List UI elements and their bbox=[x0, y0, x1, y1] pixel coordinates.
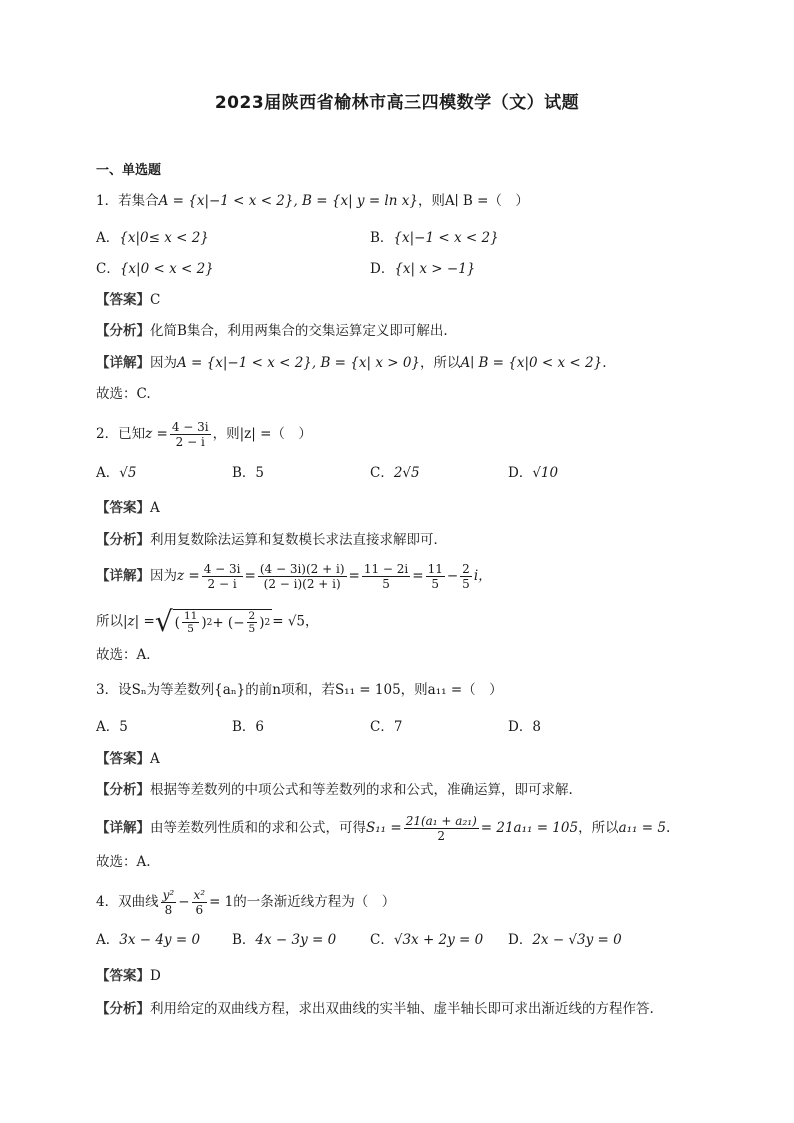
q1-option-b bbox=[370, 228, 499, 248]
choose-label: 故选： bbox=[96, 647, 137, 663]
frac-numerator: 11 − 2i bbox=[363, 562, 409, 576]
answer-value: A bbox=[150, 500, 160, 516]
q3-detail bbox=[96, 814, 670, 843]
q2-analysis bbox=[96, 530, 447, 550]
q1-answer bbox=[96, 290, 160, 310]
frac-denominator: 2 − i bbox=[207, 577, 237, 591]
detail-fraction bbox=[460, 562, 472, 591]
q3-option-b bbox=[232, 717, 264, 737]
detail-math: |z| = bbox=[123, 613, 155, 630]
q4-option-b bbox=[232, 930, 336, 950]
answer-tag: 【答案】 bbox=[96, 292, 150, 308]
q1-option-c bbox=[96, 259, 214, 279]
q4-fraction-x bbox=[192, 888, 208, 917]
detail-fraction bbox=[426, 562, 445, 591]
q2-detail-line2 bbox=[96, 605, 319, 638]
option-text: 8 bbox=[532, 719, 541, 735]
page-title: 2023届陕西省榆林市高三四模数学（文）试题 bbox=[214, 93, 580, 113]
radical-sign: √ bbox=[154, 605, 173, 638]
answer-tag: 【答案】 bbox=[96, 500, 150, 516]
option-text: 2√5 bbox=[393, 465, 420, 481]
frac-denominator: 5 bbox=[462, 577, 470, 591]
q4-stem-prefix: 4．双曲线 bbox=[96, 894, 159, 910]
option-key: B． bbox=[232, 932, 256, 948]
analysis-text: 根据等差数列的中项公式和等差数列的求和公式，准确运算，即可求解. bbox=[150, 782, 573, 798]
option-key: A． bbox=[96, 932, 120, 948]
detail-tag: 【详解】 bbox=[96, 568, 150, 584]
q2-stem-prefix: 2．已知 bbox=[96, 426, 146, 442]
option-key: A． bbox=[96, 230, 120, 246]
frac-numerator: 2 bbox=[248, 610, 256, 622]
q3-choose bbox=[96, 852, 151, 872]
detail-tag: 【详解】 bbox=[96, 820, 150, 836]
option-key: A． bbox=[96, 719, 120, 735]
radicand: ( $\frac{11}{5}$ ) 2 + (− $\frac{2}{5}$ ) 2 bbox=[174, 610, 271, 635]
frac-denominator: 2 bbox=[437, 829, 446, 843]
frac-denominator: 5 bbox=[187, 623, 194, 635]
analysis-tag: 【分析】 bbox=[96, 323, 150, 339]
option-text: 5 bbox=[119, 719, 128, 735]
choose-value: C. bbox=[136, 386, 151, 402]
option-text: 2x − √3y = 0 bbox=[532, 932, 622, 948]
section-label: 一、单选题 bbox=[96, 163, 162, 178]
q2-option-c bbox=[370, 463, 420, 483]
option-text: 4x − 3y = 0 bbox=[255, 932, 337, 948]
analysis-tag: 【分析】 bbox=[96, 1001, 150, 1017]
sqrt-expression bbox=[154, 605, 272, 638]
q4-fraction-y bbox=[161, 888, 177, 917]
detail-text: 因为 bbox=[150, 568, 177, 584]
option-text: √3x + 2y = 0 bbox=[393, 932, 484, 948]
analysis-text: 利用给定的双曲线方程，求出双曲线的实半轴、虚半轴长即可求出渐近线的方程作答. bbox=[150, 1001, 654, 1017]
frac-denominator: 5 bbox=[431, 577, 440, 591]
option-key: D． bbox=[508, 465, 533, 481]
detail-fraction bbox=[247, 610, 258, 635]
detail-math: a₁₁ = 5 bbox=[618, 820, 666, 836]
frac-numerator: 21(a₁ + a₂₁) bbox=[405, 814, 477, 828]
option-key: C． bbox=[370, 465, 394, 481]
detail-text: . bbox=[665, 820, 671, 836]
q2-option-a bbox=[96, 463, 136, 483]
option-key: B． bbox=[232, 465, 256, 481]
detail-math: A∣ B = {x|0 < x < 2} bbox=[460, 355, 603, 371]
q4-option-c bbox=[370, 930, 483, 950]
frac-denominator: 5 bbox=[382, 577, 390, 591]
answer-value: A bbox=[150, 751, 160, 767]
question-1-stem bbox=[96, 191, 529, 211]
q3-option-a bbox=[96, 717, 128, 737]
frac-denominator: 6 bbox=[195, 903, 204, 917]
q2-detail: 【详解】因为z = $\frac{4 - 3i}{2 - i}$ = $\frac{(4 - 3i)(2 + i)}{(2 - i)(2 + i)}$ = $\frac{11 - 2i}{5}$ = $\frac{11}{5}$ − $\frac{2}{5}$ i， bbox=[96, 562, 492, 591]
analysis-tag: 【分析】 bbox=[96, 532, 150, 548]
analysis-tag: 【分析】 bbox=[96, 782, 150, 798]
option-text: 3x − 4y = 0 bbox=[119, 932, 201, 948]
option-text: 5 bbox=[255, 465, 265, 481]
q2-stem-suffix: ，则|z| =（ ） bbox=[212, 426, 312, 442]
q2-stem-fraction bbox=[170, 420, 211, 449]
detail-tag: 【详解】 bbox=[96, 355, 150, 371]
detail-math: z = bbox=[177, 568, 200, 584]
q2-choose bbox=[96, 645, 160, 665]
q4-stem-suffix: = 1的一条渐近线方程为（ ） bbox=[209, 894, 396, 910]
frac-numerator: 11 bbox=[183, 610, 198, 622]
option-key: D． bbox=[370, 261, 395, 277]
q1-stem-prefix: 1．若集合 bbox=[96, 193, 159, 209]
choose-value: A． bbox=[136, 647, 160, 663]
choose-label: 故选： bbox=[96, 854, 137, 870]
option-key: C． bbox=[96, 261, 120, 277]
option-text: 7 bbox=[393, 719, 403, 735]
q2-stem-math: z = bbox=[145, 426, 168, 442]
q4-answer bbox=[96, 966, 161, 986]
answer-value: D bbox=[150, 968, 161, 984]
q2-option-b bbox=[232, 463, 264, 483]
frac-numerator: y² bbox=[162, 888, 175, 902]
q3-stem: 3．设Sₙ为等差数列{aₙ}的前n项和，若S₁₁ = 105，则a₁₁ =（ ） bbox=[96, 682, 503, 698]
detail-text: . bbox=[602, 355, 607, 371]
detail-math: A = {x|−1 < x < 2}, B = {x| x > 0} bbox=[177, 355, 420, 371]
q1-stem-math: A = {x|−1 < x < 2}, B = {x| y = ln x} bbox=[158, 193, 418, 209]
option-text: {x|0≤ x < 2} bbox=[119, 230, 209, 246]
option-text: √10 bbox=[532, 465, 559, 481]
q1-detail bbox=[96, 353, 607, 373]
detail-text: ，所以 bbox=[578, 820, 619, 836]
detail-text: 因为 bbox=[150, 355, 177, 371]
q3-option-c bbox=[370, 717, 402, 737]
q1-option-a bbox=[96, 228, 209, 248]
q3-option-d bbox=[508, 717, 541, 737]
analysis-text: 利用复数除法运算和复数模长求法直接求解即可． bbox=[150, 532, 447, 548]
detail-fraction bbox=[362, 562, 410, 591]
detail-text: 由等差数列性质和的求和公式，可得 bbox=[150, 820, 366, 836]
question-4-stem: 4．双曲线 $\frac{\text{y²}}{8}$ − $\frac{\text{x²}}{6}$ = 1的一条渐近线方程为（ ） bbox=[96, 888, 396, 917]
frac-denominator: 2 − i bbox=[175, 435, 205, 449]
option-text: {x| x > −1} bbox=[394, 261, 476, 277]
frac-denominator: (2 − i)(2 + i) bbox=[263, 577, 341, 591]
option-key: C． bbox=[370, 719, 394, 735]
q1-option-d bbox=[370, 259, 475, 279]
q4-analysis bbox=[96, 999, 654, 1019]
option-text: {x|−1 < x < 2} bbox=[393, 230, 499, 246]
detail-math: = 21a₁₁ = 105 bbox=[480, 820, 579, 836]
answer-tag: 【答案】 bbox=[96, 751, 150, 767]
q3-answer bbox=[96, 749, 160, 769]
q1-choose bbox=[96, 384, 151, 404]
option-key: B． bbox=[370, 230, 394, 246]
frac-numerator: 4 − 3i bbox=[171, 420, 209, 434]
q2-answer bbox=[96, 498, 160, 518]
option-key: D． bbox=[508, 719, 533, 735]
detail-fraction bbox=[202, 562, 243, 591]
frac-denominator: 8 bbox=[164, 903, 173, 917]
section-heading bbox=[96, 160, 161, 181]
frac-numerator: 4 − 3i bbox=[203, 562, 241, 576]
choose-value: A. bbox=[136, 854, 151, 870]
frac-numerator: 11 bbox=[427, 562, 443, 576]
q4-option-a bbox=[96, 930, 200, 950]
detail-fraction bbox=[258, 562, 347, 591]
option-key: B． bbox=[232, 719, 256, 735]
detail-fraction bbox=[404, 814, 479, 843]
option-key: C． bbox=[370, 932, 394, 948]
question-3-stem bbox=[96, 680, 503, 700]
detail-text: = √5， bbox=[272, 613, 319, 630]
q4-option-d bbox=[508, 930, 622, 950]
analysis-text: 化简B集合，利用两集合的交集运算定义即可解出. bbox=[150, 323, 448, 339]
detail-text: 所以 bbox=[96, 613, 123, 630]
option-key: A． bbox=[96, 465, 120, 481]
q1-analysis bbox=[96, 321, 448, 341]
answer-tag: 【答案】 bbox=[96, 968, 150, 984]
q3-analysis bbox=[96, 780, 573, 800]
detail-math: S₁₁ = bbox=[366, 820, 402, 836]
answer-value: C bbox=[150, 292, 161, 308]
choose-label: 故选： bbox=[96, 386, 137, 402]
option-key: D． bbox=[508, 932, 533, 948]
detail-fraction bbox=[182, 610, 199, 635]
option-text: 6 bbox=[255, 719, 265, 735]
q1-stem-suffix: ，则A∣ B =（ ） bbox=[417, 193, 529, 209]
detail-text: ，所以 bbox=[420, 355, 461, 371]
frac-numerator: 2 bbox=[462, 562, 470, 576]
detail-text: i， bbox=[473, 568, 492, 584]
option-text: √5 bbox=[119, 465, 137, 481]
question-2-stem bbox=[96, 420, 312, 449]
frac-numerator: (4 − 3i)(2 + i) bbox=[259, 562, 345, 576]
option-text: {x|0 < x < 2} bbox=[119, 261, 214, 277]
frac-denominator: 5 bbox=[248, 623, 256, 635]
q2-option-d bbox=[508, 463, 558, 483]
frac-numerator: x² bbox=[193, 888, 206, 902]
